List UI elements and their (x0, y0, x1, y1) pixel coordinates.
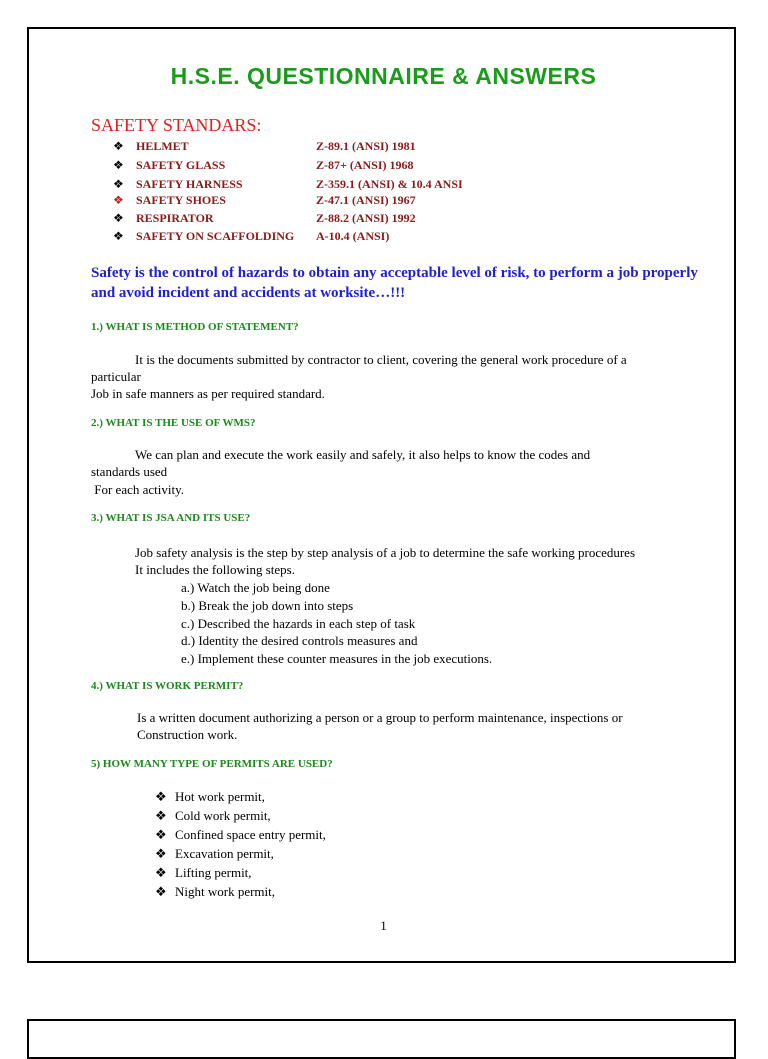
permit-label: Night work permit, (175, 884, 276, 899)
jsa-step: e.) Implement these counter measures in the job executions. (181, 651, 493, 666)
document-title: H.S.E. QUESTIONNAIRE & ANSWERS (170, 63, 597, 89)
answer-4-line: Construction work. (137, 727, 238, 742)
diamond-bullet-icon: ❖ (155, 865, 167, 880)
answer-2-line: For each activity. (91, 482, 185, 497)
jsa-step: c.) Described the hazards in each step of task (181, 616, 416, 631)
diamond-bullet-icon: ❖ (155, 808, 167, 823)
jsa-step: b.) Break the job down into steps (181, 598, 354, 613)
safety-definition: Safety is the control of hazards to obtain any acceptable level of risk, to perform a job properly and avoid incident and accidents at worksite…!!! (91, 265, 698, 301)
answer-3-line: It includes the following steps. (135, 562, 295, 577)
standard-code: A-10.4 (ANSI) (316, 229, 390, 243)
answer-1-line: Job in safe manners as per required standard. (91, 386, 325, 401)
answer-3-line: Job safety analysis is the step by step analysis of a job to determine the safe working procedures (135, 545, 636, 560)
permit-list-item (155, 788, 265, 805)
standard-code: Z-359.1 (ANSI) & 10.4 ANSI (316, 177, 463, 191)
standard-name: SAFETY ON SCAFFOLDING (136, 229, 295, 243)
permit-list-item (155, 864, 252, 881)
standard-name: HELMET (136, 139, 189, 153)
question-5-heading: 5) HOW MANY TYPE OF PERMITS ARE USED? (91, 758, 333, 770)
permit-list-item (155, 826, 326, 843)
diamond-bullet-icon: ❖ (113, 193, 124, 207)
diamond-bullet-icon: ❖ (113, 211, 124, 225)
standard-name: SAFETY GLASS (136, 158, 226, 172)
diamond-bullet-icon: ❖ (113, 139, 124, 153)
standard-name: SAFETY HARNESS (136, 177, 243, 191)
page-number: 1 (380, 918, 387, 933)
answer-1-line: particular (91, 369, 141, 384)
permit-label: Hot work permit, (175, 789, 265, 804)
diamond-bullet-icon: ❖ (155, 884, 167, 899)
jsa-step: a.) Watch the job being done (181, 580, 330, 595)
permit-list-item (155, 845, 274, 862)
standard-name: SAFETY SHOES (136, 193, 226, 207)
next-page-edge (27, 1019, 736, 1059)
question-2-heading: 2.) WHAT IS THE USE OF WMS? (91, 417, 256, 429)
permit-label: Confined space entry permit, (175, 827, 326, 842)
question-4-heading: 4.) WHAT IS WORK PERMIT? (91, 680, 244, 692)
safety-standards-heading: SAFETY STANDARS: (91, 115, 262, 135)
permit-label: Excavation permit, (175, 846, 274, 861)
answer-1-line: It is the documents submitted by contractor to client, covering the general work procedure of a (135, 352, 627, 367)
standard-code: Z-87+ (ANSI) 1968 (316, 158, 414, 172)
standard-name: RESPIRATOR (136, 211, 214, 225)
permit-list-item (155, 807, 271, 824)
diamond-bullet-icon: ❖ (155, 846, 167, 861)
diamond-bullet-icon: ❖ (155, 827, 167, 842)
diamond-bullet-icon: ❖ (155, 789, 167, 804)
diamond-bullet-icon: ❖ (113, 229, 124, 243)
answer-2-line: standards used (91, 464, 168, 479)
standard-code: Z-89.1 (ANSI) 1981 (316, 139, 416, 153)
question-1-heading: 1.) WHAT IS METHOD OF STATEMENT? (91, 321, 299, 333)
jsa-step: d.) Identity the desired controls measures and (181, 633, 418, 648)
diamond-bullet-icon: ❖ (113, 158, 124, 172)
question-3-heading: 3.) WHAT IS JSA AND ITS USE? (91, 512, 251, 524)
permit-list-item (155, 883, 275, 900)
standard-code: Z-88.2 (ANSI) 1992 (316, 211, 416, 225)
answer-2-line: We can plan and execute the work easily and safely, it also helps to know the codes and (135, 447, 591, 462)
diamond-bullet-icon: ❖ (113, 177, 124, 191)
permit-label: Lifting permit, (175, 865, 252, 880)
standard-code: Z-47.1 (ANSI) 1967 (316, 193, 416, 207)
document-page (27, 27, 736, 963)
answer-4-line: Is a written document authorizing a person or a group to perform maintenance, inspections or (137, 710, 623, 725)
permit-label: Cold work permit, (175, 808, 271, 823)
